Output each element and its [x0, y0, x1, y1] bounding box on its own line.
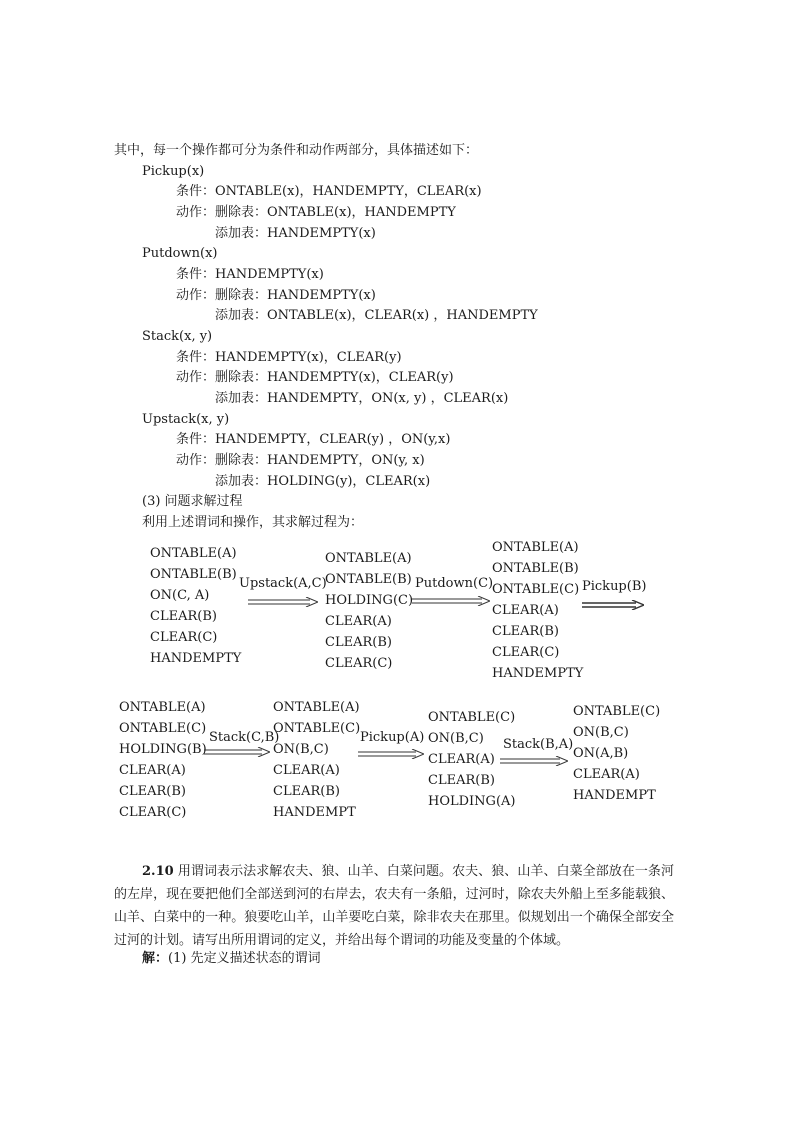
state-item: HANDEMPT — [273, 805, 356, 820]
op-pickup-add: 添加表：HANDEMPTY(x) — [215, 226, 376, 241]
state-item: CLEAR(A) — [492, 603, 559, 618]
state-box-2 — [325, 548, 413, 674]
op-stack-name: Stack(x, y) — [142, 329, 213, 344]
op-label: Pickup(B) — [582, 579, 647, 594]
state-item: ONTABLE(A) — [119, 700, 206, 715]
state-item: ONTABLE(B) — [150, 567, 237, 582]
state-item: ON(C, A) — [150, 588, 210, 603]
state-box-3 — [492, 537, 583, 684]
op-putdown-condition: 条件：HANDEMPTY(x) — [176, 267, 324, 282]
state-item: HANDEMPTY — [492, 666, 584, 681]
solution-line — [142, 951, 321, 967]
state-item: HOLDING(C) — [325, 593, 414, 608]
state-item: CLEAR(B) — [150, 609, 217, 624]
op-putdown-name: Putdown(x) — [142, 246, 218, 261]
op-stack-condition: 条件：HANDEMPTY(x)，CLEAR(y) — [176, 350, 402, 365]
state-item: CLEAR(C) — [325, 656, 393, 671]
state-item: CLEAR(A) — [573, 767, 640, 782]
state-item: CLEAR(B) — [428, 773, 495, 788]
state-item: ONTABLE(A) — [325, 551, 412, 566]
state-item: HANDEMPTY — [150, 651, 242, 666]
state-item: CLEAR(A) — [119, 763, 186, 778]
state-item: ONTABLE(A) — [492, 540, 579, 555]
state-item: CLEAR(A) — [325, 614, 392, 629]
state-item: CLEAR(B) — [119, 784, 186, 799]
state-item: CLEAR(A) — [273, 763, 340, 778]
op-pickup-name: Pickup(x) — [142, 164, 205, 179]
op-pickup-condition: 条件：ONTABLE(x)，HANDEMPTY，CLEAR(x) — [176, 184, 482, 199]
state-item: ONTABLE(C) — [573, 704, 661, 719]
double-arrow-icon — [500, 756, 568, 766]
section-intro: 利用上述谓词和操作，其求解过程为： — [142, 515, 364, 530]
op-label: Upstack(A,C) — [239, 576, 327, 591]
section-heading: (3) 问题求解过程 — [142, 494, 243, 509]
double-arrow-icon — [582, 600, 644, 610]
state-box-7 — [573, 701, 660, 806]
op-label: Putdown(C) — [415, 576, 494, 591]
state-box-5 — [273, 697, 360, 823]
solution-label: 解： — [142, 951, 169, 966]
op-stack-action: 动作：删除表：HANDEMPTY(x)，CLEAR(y) — [176, 370, 454, 385]
state-item: HANDEMPT — [573, 788, 656, 803]
state-item: ONTABLE(B) — [492, 561, 579, 576]
problem-text: 用谓词表示法求解农夫、狼、山羊、白菜问题。农夫、狼、山羊、白菜全部放在一条河的左岸，现在要把他们全部送到河的右岸去，农夫有一条船，过河时，除农夫外船上至多能载狼、山羊、白菜中的一种。狼要吃山羊，山羊要吃白菜，除非农夫在那里。似规划出一个确保全部安全过河的计划。请写出所用谓词的定义，并给出每个谓词的功能及变量的个体域。 — [114, 864, 674, 948]
op-putdown-action: 动作：删除表：HANDEMPTY(x) — [176, 288, 376, 303]
state-item: CLEAR(A) — [428, 752, 495, 767]
state-item: CLEAR(B) — [492, 624, 559, 639]
state-item: ON(B,C) — [573, 725, 629, 740]
state-item: HOLDING(A) — [428, 794, 516, 809]
state-item: ONTABLE(A) — [150, 546, 237, 561]
op-upstack-add: 添加表：HOLDING(y)，CLEAR(x) — [215, 474, 431, 489]
problem-number: 2.10 — [142, 864, 174, 879]
state-item: ONTABLE(C) — [273, 721, 361, 736]
double-arrow-icon — [248, 597, 318, 607]
op-pickup-action: 动作：删除表：ONTABLE(x)，HANDEMPTY — [176, 205, 456, 220]
op-upstack-name: Upstack(x, y) — [142, 412, 230, 427]
op-upstack-condition: 条件：HANDEMPTY，CLEAR(y) ，ON(y,x) — [176, 432, 451, 447]
state-item: ONTABLE(C) — [119, 721, 207, 736]
state-item: ON(B,C) — [273, 742, 329, 757]
double-arrow-icon — [358, 749, 424, 759]
state-item: ONTABLE(A) — [273, 700, 360, 715]
state-item: CLEAR(C) — [119, 805, 187, 820]
double-arrow-icon — [204, 747, 270, 757]
problem-paragraph — [114, 860, 674, 952]
state-box-4 — [119, 697, 207, 823]
double-arrow-icon — [412, 596, 490, 606]
state-item: CLEAR(B) — [325, 635, 392, 650]
state-item: ON(A,B) — [573, 746, 629, 761]
op-label: Stack(B,A) — [503, 737, 574, 752]
op-label: Stack(C,B) — [209, 730, 280, 745]
state-item: CLEAR(C) — [492, 645, 560, 660]
op-label: Pickup(A) — [360, 730, 425, 745]
intro-text: 其中，每一个操作都可分为条件和动作两部分，具体描述如下： — [114, 143, 479, 158]
state-box-1 — [150, 543, 241, 669]
solution-text: (1) 先定义描述状态的谓词 — [168, 951, 321, 966]
op-stack-add: 添加表：HANDEMPTY，ON(x, y) ，CLEAR(x) — [215, 391, 509, 406]
op-putdown-add: 添加表：ONTABLE(x)，CLEAR(x) ，HANDEMPTY — [215, 308, 538, 323]
state-item: HOLDING(B) — [119, 742, 207, 757]
state-item: CLEAR(C) — [150, 630, 218, 645]
state-item: ONTABLE(C) — [492, 582, 580, 597]
state-item: ONTABLE(C) — [428, 710, 516, 725]
state-item: CLEAR(B) — [273, 784, 340, 799]
state-item: ON(B,C) — [428, 731, 484, 746]
op-upstack-action: 动作：删除表：HANDEMPTY，ON(y, x) — [176, 453, 425, 468]
state-item: ONTABLE(B) — [325, 572, 412, 587]
